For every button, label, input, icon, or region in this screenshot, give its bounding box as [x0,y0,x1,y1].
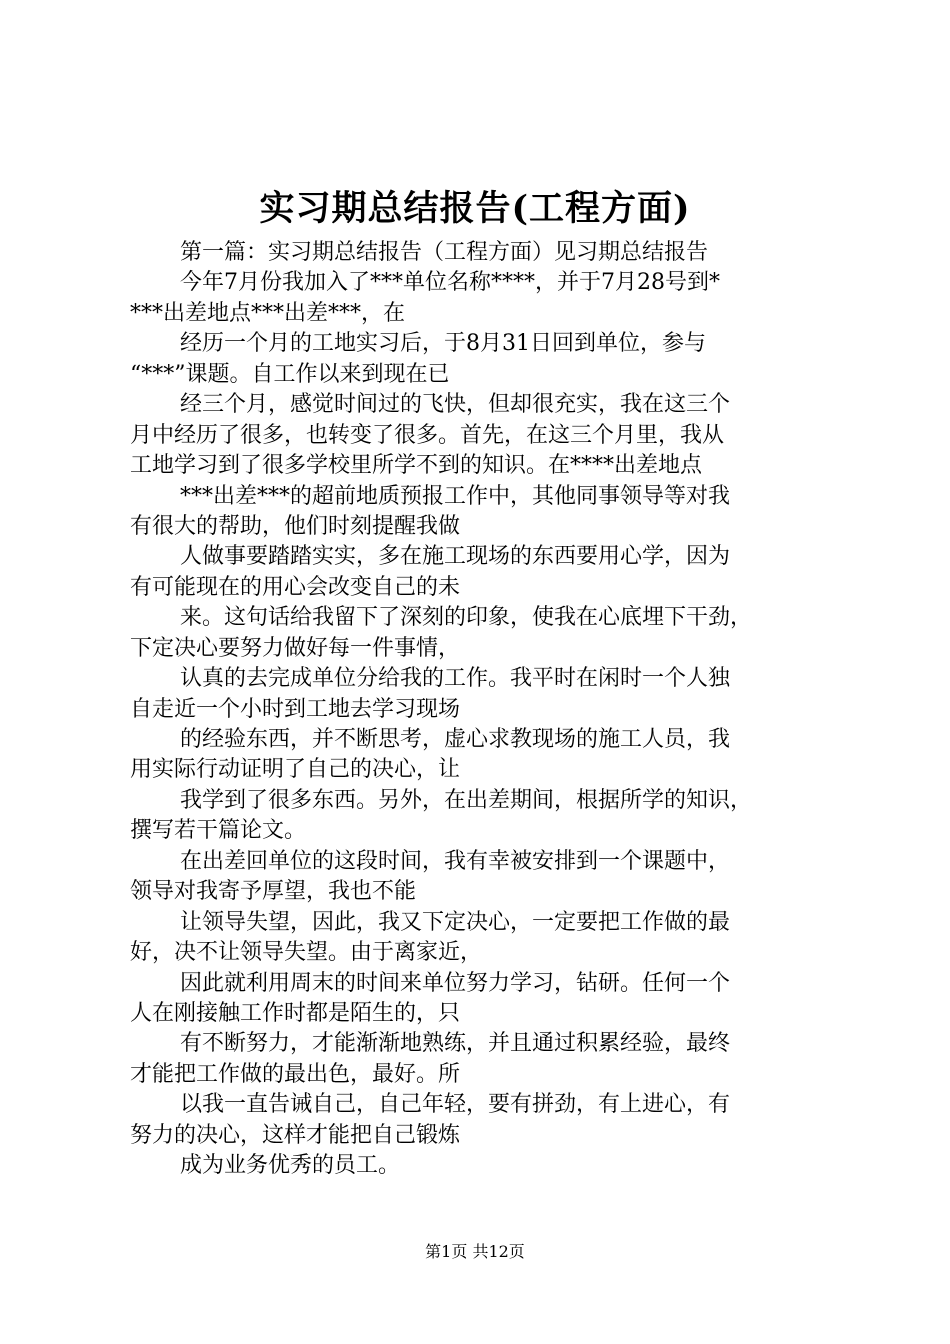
body-line: ***出差***的超前地质预报工作中，其他同事领导等对我 [180,483,731,509]
body-line: 我学到了很多东西。另外，在出差期间，根据所学的知识， [180,787,753,813]
document-body [130,238,832,1182]
body-line: ***出差地点***出差***，在 [130,300,406,326]
body-line: 好，决不让领导失望。由于离家近， [130,940,483,966]
body-line: 的经验东西，并不断思考，虚心求教现场的施工人员，我 [180,727,731,752]
body-line: 人做事要踏踏实实，多在施工现场的东西要用心学，因为 [180,544,731,570]
body-line: 自走近一个小时到工地去学习现场 [130,696,461,722]
body-line: 用实际行动证明了自己的决心，让 [130,757,461,783]
body-line: 有可能现在的用心会改变自己的未 [130,574,461,600]
body-line: 第一篇：实习期总结报告（工程方面）见习期总结报告 [180,240,709,265]
body-line: 成为业务优秀的员工。 [180,1153,401,1179]
body-line: 认真的去完成单位分给我的工作。我平时在闲时一个人独 [180,666,731,692]
body-line: 今年7月份我加入了***单位名称****，并于7月28号到* [180,270,720,296]
body-line: 月中经历了很多，也转变了很多。首先，在这三个月里，我从 [130,422,725,448]
body-line: 以我一直告诫自己，自己年轻，要有拼劲，有上进心，有 [180,1092,731,1118]
page-footer: 第1页 共12页 [425,1242,525,1261]
body-line: 努力的决心，这样才能把自己锻炼 [130,1122,461,1148]
body-line: 经三个月，感觉时间过的飞快，但却很充实，我在这三个 [180,392,731,418]
body-line: 来。这句话给我留下了深刻的印象，使我在心底埋下干劲， [180,605,753,631]
body-line: “***”课题。自工作以来到现在已 [130,361,450,387]
body-line: 在出差回单位的这段时间，我有幸被安排到一个课题中， [180,848,731,874]
body-line: 让领导失望，因此，我又下定决心，一定要把工作做的最 [180,909,731,935]
body-line: 因此就利用周末的时间来单位努力学习，钻研。任何一个 [180,970,731,996]
body-line: 下定决心要努力做好每一件事情， [130,635,461,661]
body-line: 有很大的帮助，他们时刻提醒我做 [130,513,461,539]
body-line: 工地学习到了很多学校里所学不到的知识。在****出差地点 [130,453,703,479]
body-line: 撰写若干篇论文。 [130,818,307,844]
body-line: 领导对我寄予厚望，我也不能 [130,879,417,905]
body-line: 人在刚接触工作时都是陌生的，只 [130,1000,461,1026]
body-line: 经历一个月的工地实习后，于8月31日回到单位，参与 [180,331,706,357]
body-line: 才能把工作做的最出色，最好。所 [130,1061,461,1087]
body-line: 有不断努力，才能渐渐地熟练，并且通过积累经验，最终 [180,1031,731,1057]
document-title: 实习期总结报告(工程方面) [259,188,691,229]
